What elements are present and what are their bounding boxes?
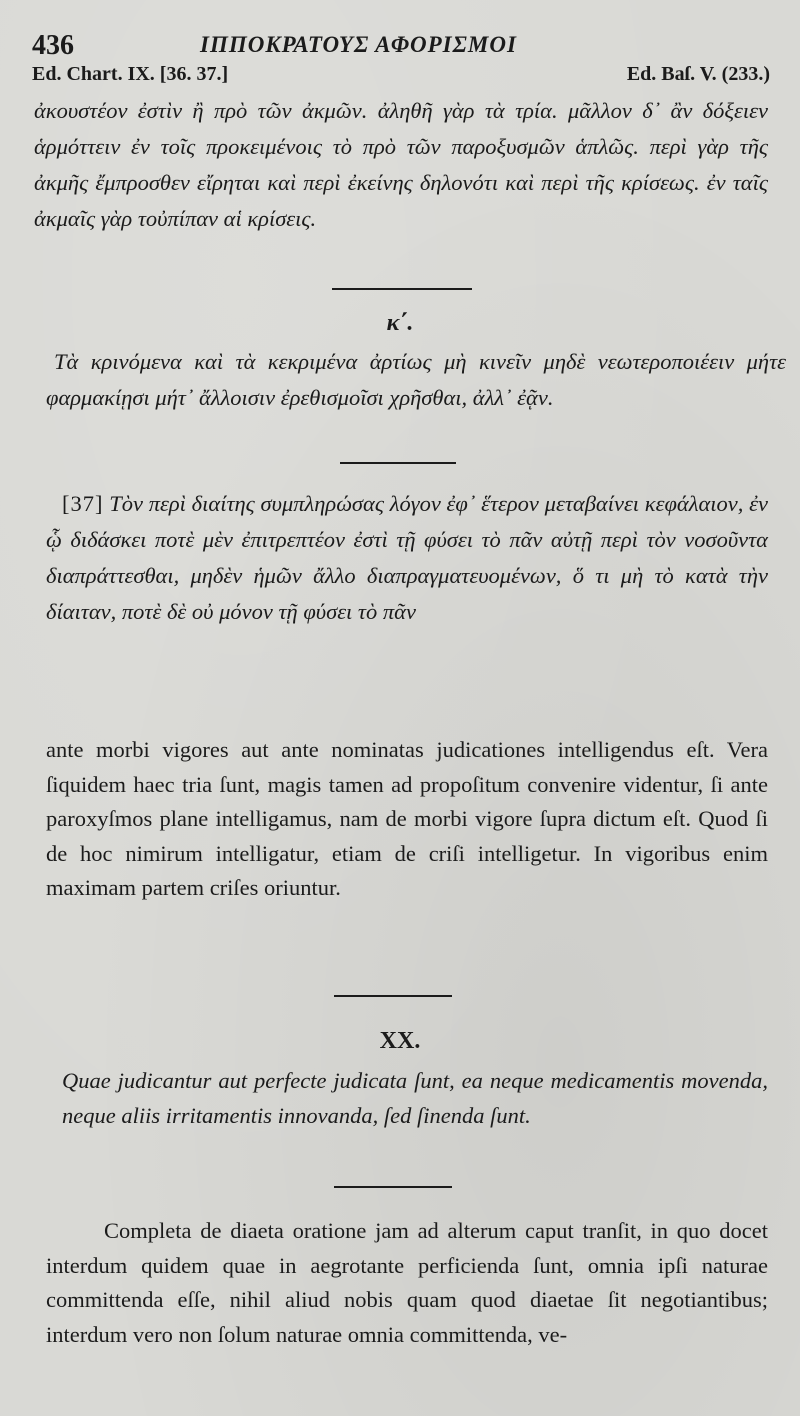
latin-section-number: XX. — [379, 1028, 421, 1054]
edition-references — [32, 63, 770, 89]
page-marker: [37] — [62, 491, 104, 516]
greek-commentary-text: Τὸν περὶ διαίτης συμπληρώσας λόγον ἐφ᾽ ἕτερον μεταβαίνει κεφάλαιον, ἐν ᾧ διδάσκει ποτὲ μὲν ἐπιτρεπτέον ἐστὶ τῇ φύσει τὸ πᾶν αὐτῇ περὶ τὸν νοσοῦντα διαπράττεσθαι, μηδὲν ἡμῶν ἄλλο διαπραγματευομένων, ὅ τι μὴ τὸ κατὰ τὴν δίαιταν, ποτὲ δὲ οὐ μόνον τῇ φύσει τὸ πᾶν — [46, 491, 768, 624]
edition-reference-basel: Ed. Baſ. V. (233.) — [626, 63, 770, 85]
section-divider — [332, 288, 472, 290]
greek-commentary-opening: ἀκουστέον ἐστὶν ἢ πρὸ τῶν ἀκμῶν. ἀληθῆ γὰρ τὰ τρία. μᾶλλον δ᾽ ἂν δόξειεν ἁρμόττειν ἐν τοῖς προκειμένοις τὸ πρὸ τῶν παροξυσμῶν ἁπλῶς. περὶ γὰρ τῆς ἀκμῆς ἔμπροσθεν εἴρηται καὶ περὶ ἐκείνης δηλονότι καὶ περὶ τῆς κρίσεως. ἐν ταῖς ἀκμαῖς γὰρ τοὐπίπαν αἱ κρίσεις. — [34, 98, 768, 231]
section-divider — [334, 995, 452, 997]
section-divider — [340, 462, 456, 464]
page-header — [32, 30, 772, 60]
greek-aphorism: Τὰ κρινόμενα καὶ τὰ κεκριμένα ἀρτίως μὴ κινεῖν μηδὲ νεωτεροποιέειν μήτε φαρμακίῃσι μήτ᾽ ἄλλοισιν ἐρεθισμοῖσι χρῆσθαι, ἀλλ᾽ ἐᾷν. — [46, 349, 786, 410]
section-divider — [334, 1186, 452, 1188]
greek-section-number: κ΄. — [386, 310, 414, 336]
latin-aphorism: Quae judicantur aut perfecte judicata ſunt, ea neque medicamentis movenda, neque aliis irritamentis innovanda, ſed ſinenda ſunt. — [62, 1068, 768, 1128]
latin-commentary-opening: ante morbi vigores aut ante nominatas judicationes intelligendus eſt. Vera ſiquidem haec tria ſunt, magis tamen ad propoſitum convenire videntur, ſi ante paroxyſmos plane intelligamus, nam de morbi vigore ſupra dictum eſt. Quod ſi de hoc nimirum intelligatur, etiam de criſi intelligetur. In vigoribus enim maximam partem criſes oriuntur. — [46, 737, 768, 900]
edition-reference-chartier: Ed. Chart. IX. [36. 37.] — [32, 63, 229, 85]
latin-commentary-text: Completa de diaeta oratione jam ad alterum caput tranſit, in quo docet interdum quidem quae in aegrotante perficienda ſunt, omnia ipſi naturae committenda eſſe, nihil aliud nobis quam quod diaetae ſit negotiantibus; interdum vero non ſolum naturae omnia committenda, ve- — [46, 1218, 768, 1347]
page-number: 436 — [32, 30, 74, 61]
latin-commentary — [46, 1214, 768, 1352]
greek-commentary — [46, 486, 768, 630]
running-title: ΙΠΠΟΚΡΑΤΟΥΣ ΑΦΟΡΙΣΜΟΙ — [200, 32, 517, 57]
